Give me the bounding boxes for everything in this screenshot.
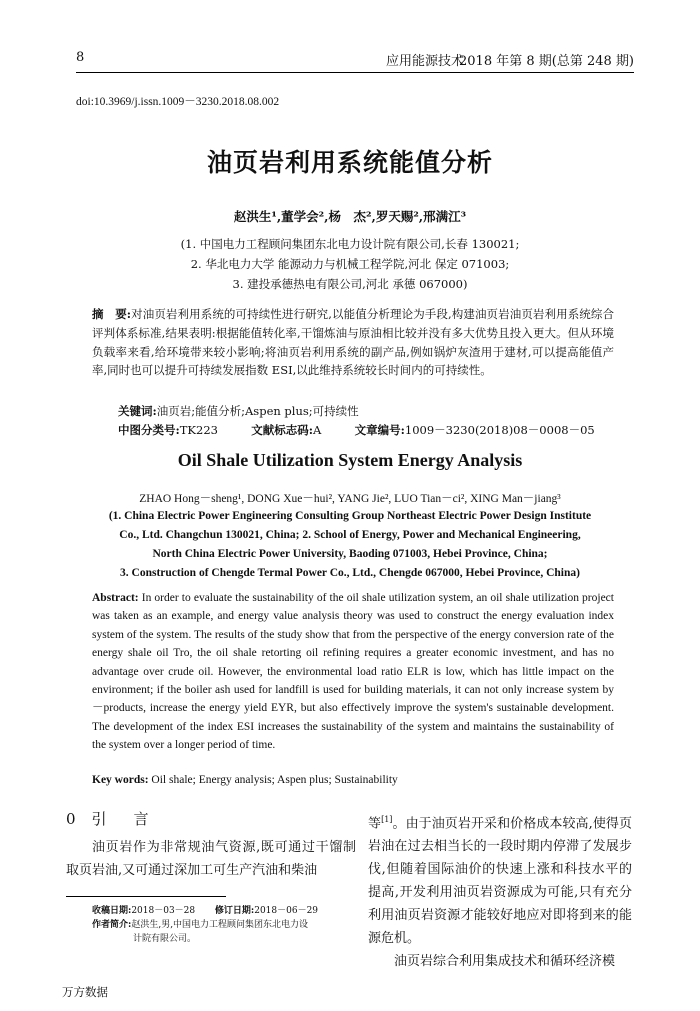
- intro-paragraph-2: 油页岩综合利用集成技术和循环经济模: [394, 954, 616, 970]
- footnote-author: [92, 918, 362, 932]
- classification-line: [118, 422, 595, 438]
- revised-date: 2018－06－29: [254, 906, 319, 916]
- clc-value: TK223: [179, 423, 218, 437]
- affiliation-cn-3: 3. 建投承德热电有限公司,河北 承德 067000): [232, 277, 468, 291]
- received-date: 2018－03－28: [131, 906, 196, 916]
- page-number: 8: [76, 50, 85, 65]
- affiliation-cn-2: 2. 华北电力大学 能源动力与机械工程学院,河北 保定 071003;: [190, 257, 510, 271]
- clc-label: 中图分类号:: [118, 423, 180, 437]
- doi: doi:10.3969/j.issn.1009－3230.2018.08.002: [76, 96, 280, 108]
- header-rule: [76, 72, 634, 73]
- continuation-post: 。由于油页岩开采和价格成本较高,使得页岩油在过去相当长的一段时期内停滞了发展步伐,但随着国际油价的快速上涨和科技水平的提高,开发利用油页岩资源成为可能,只有充分利用油页岩资源才能较好地应对即将到来的能源危机。: [368, 816, 632, 947]
- article-no-label: 文章编号:: [354, 423, 405, 437]
- revised-label: 修订日期:: [214, 906, 255, 916]
- abstract-en-text: In order to evaluate the sustainability of the oil shale utilization system, an oil shale utilization project was taken as an example, and energy value analysis theory was used to construct the energy evaluation index system of the system. The results of the study show that from the perspective of the energy conversion rate of the energy shale oil Tro, the oil shale retorting oil refining requires a greater economic investment, and has no advantage over crude oil. However, the environmental load ratio ELR is low, which has little impact on the environment; if the boiler ash used for landfill is used for building materials, it can not only increase system by－products, increase the energy yield EYR, but also effectively improve the system's sustainable development. The development of the index ESI increases the sustainability of the system and maintains the sustainability of the system over a longer period of time.: [92, 592, 614, 752]
- keywords-en-label: Key words:: [92, 774, 149, 786]
- section-title: 引 言: [91, 810, 155, 828]
- received-label: 收稿日期:: [92, 906, 132, 916]
- right-column: [368, 808, 632, 973]
- authors-cn: 赵洪生¹,董学会²,杨 杰²,罗天赐²,邢满江³: [233, 209, 467, 224]
- running-header: [66, 50, 634, 70]
- keywords-en-text: Oil shale; Energy analysis; Aspen plus; Sustainability: [151, 774, 398, 786]
- doc-code-value: A: [313, 423, 322, 437]
- abstract-cn: [92, 305, 614, 380]
- footnote-dates: [92, 904, 362, 918]
- continuation-pre: 等: [368, 816, 382, 832]
- section-number: 0: [66, 810, 82, 828]
- footnote: [92, 904, 362, 946]
- intro-paragraph-continued: [368, 808, 632, 950]
- left-column: [66, 836, 356, 882]
- watermark: 万方数据: [62, 985, 108, 999]
- affiliation-cn-1: (1. 中国电力工程顾问集团东北电力设计院有限公司,长春 130021;: [180, 237, 520, 251]
- keywords-en: [92, 774, 398, 786]
- author-bio-line-1: 赵洪生,男,中国电力工程顾问集团东北电力设: [131, 920, 309, 930]
- authors-en: ZHAO Hong－sheng¹, DONG Xue－hui², YANG Jie², LUO Tian－ci², XING Man－jiang³: [139, 493, 561, 505]
- abstract-cn-label: 摘 要:: [92, 307, 132, 321]
- keywords-cn-label: 关键词:: [118, 404, 157, 418]
- affiliation-en-1: (1. China Electric Power Engineering Consulting Group Northeast Electric Power Design Institute: [108, 510, 592, 522]
- author-bio-label: 作者简介:: [92, 920, 132, 930]
- paper-title: 油页岩利用系统能值分析: [206, 148, 493, 177]
- issue-info: 2018 年第 8 期(总第 248 期): [459, 54, 634, 69]
- affiliation-en-2: Co., Ltd. Changchun 130021, China; 2. School of Energy, Power and Mechanical Engineering,: [119, 529, 581, 541]
- journal-name: 应用能源技术: [386, 54, 465, 69]
- author-bio-line-2: 计院有限公司。: [133, 934, 197, 944]
- abstract-en: [92, 589, 614, 755]
- footnote-rule: [66, 896, 226, 897]
- affiliation-en-3: North China Electric Power University, Baoding 071003, Hebei Province, China;: [152, 548, 548, 560]
- section-heading: [66, 808, 155, 829]
- intro-paragraph-left: 油页岩作为非常规油气资源,既可通过干馏制取页岩油,又可通过深加工可生产汽油和柴油: [66, 840, 356, 878]
- citation-ref: [1]: [381, 815, 393, 824]
- doc-code-label: 文献标志码:: [251, 423, 314, 437]
- keywords-cn-text: 油页岩;能值分析;Aspen plus;可持续性: [156, 404, 359, 418]
- abstract-cn-text: 对油页岩利用系统的可持续性进行研究,以能值分析理论为手段,构建油页岩油页岩利用系统综合评判体系标准,结果表明:根据能值转化率,干馏炼油与原油相比较并没有多大优势且投入更大。但从环境负载率来看,给环境带来较小影响;将油页岩利用系统的副产品,例如锅炉灰渣用于建材,可以提高能值产率,同时也可以提升可持续发展指数 ESI,以此维持系统较长时间内的可持续性。: [92, 307, 615, 378]
- english-title: Oil Shale Utilization System Energy Analysis: [177, 450, 523, 470]
- keywords-cn: [118, 403, 359, 419]
- affiliation-en-4: 3. Construction of Chengde Termal Power Co., Ltd., Chengde 067000, Hebei Province, China): [120, 567, 580, 579]
- abstract-en-label: Abstract:: [92, 592, 139, 604]
- article-no-value: 1009－3230(2018)08－0008－05: [404, 423, 595, 437]
